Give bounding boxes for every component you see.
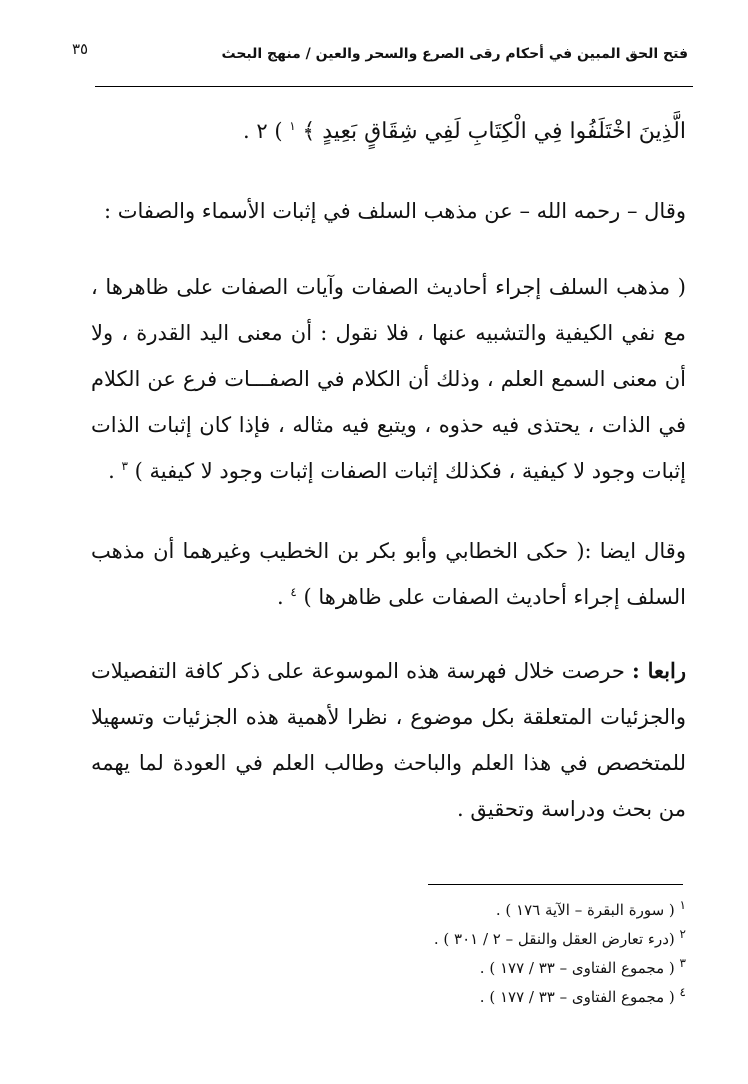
footnote — [66, 925, 686, 954]
footnote-number: ٣ — [679, 956, 686, 970]
paragraph-text: وقال – رحمه الله – عن مذهب السلف في إثبات الأسماء والصفات : — [103, 199, 686, 223]
point-four-paragraph — [91, 648, 686, 832]
footnote-text: ( مجموع الفتاوى – ٣٣ / ١٧٧ ) . — [479, 959, 675, 977]
footnote-ref: ٤ — [290, 585, 297, 599]
footnote-rule — [428, 884, 683, 885]
footnote-number: ٢ — [679, 927, 686, 941]
footnote-text: (درء تعارض العقل والنقل – ٢ / ٣٠١ ) . — [433, 930, 675, 948]
paragraph-text: ( مذهب السلف إجراء أحاديث الصفات وآيات الصفات على ظاهرها ، مع نفي الكيفية والتشبيه عنها ، فلا نقول : أن معنى اليد القدرة ، ولا أن معنى السمع العلم ، وذلك أن الكلام في الصفـــات فرع عن الكلام في الذات ، يحتذى فيه حذوه ، ويتبع فيه مثاله ، فإذا كان إثبات الذات إثبات وجود لا كيفية ، فكذلك إثبات الصفات إثبات وجود لا كيفية ) — [91, 275, 686, 483]
footnote-number: ١ — [679, 898, 686, 912]
footnote — [66, 954, 686, 983]
footnotes — [66, 896, 686, 1012]
paragraph-text: وقال ايضا :( حكى الخطابي وأبو بكر بن الخطيب وغيرهما أن مذهب السلف إجراء أحاديث الصفات على ظاهرها ) — [91, 539, 686, 609]
running-title: فتح الحق المبين في أحكام رقى الصرع والسحر والعين / منهج البحث — [221, 46, 688, 62]
footnote-number: ٤ — [679, 985, 686, 999]
paragraph-text: حرصت خلال فهرسة هذه الموسوعة على ذكر كافة التفصيلات والجزئيات المتعلقة بكل موضوع ، نظرا لأهمية هذه الجزئيات وتسهيلا للمتخصص في هذا العلم والباحث وطالب العلم في العودة لما يهمه من بحث ودراسة وتحقيق . — [91, 659, 686, 821]
page-header — [60, 40, 688, 70]
intro-paragraph — [91, 188, 686, 234]
footnote-text: ( سورة البقرة – الآية ١٧٦ ) . — [495, 901, 675, 919]
quote-paragraph — [91, 528, 686, 620]
footnote — [66, 896, 686, 925]
quran-verse: الَّذِينَ اخْتَلَفُوا فِي الْكِتَابِ لَفِي شِقَاقٍ بَعِيدٍ ﴾ — [302, 119, 686, 144]
header-rule — [95, 86, 693, 87]
footnote — [66, 983, 686, 1012]
footnote-text: ( مجموع الفتاوى – ٣٣ / ١٧٧ ) . — [479, 988, 675, 1006]
footnote-ref: ٣ — [121, 459, 128, 473]
page-number: ٣٥ — [72, 40, 89, 58]
paragraph-tail: . — [108, 459, 115, 483]
paragraph-tail: ) ٢ . — [243, 119, 283, 143]
footnote-ref: ١ — [289, 119, 296, 133]
section-lead: رابعا : — [632, 658, 686, 683]
paragraph-tail: . — [276, 585, 284, 609]
quran-verse-paragraph — [91, 108, 686, 155]
quote-paragraph — [91, 264, 686, 494]
